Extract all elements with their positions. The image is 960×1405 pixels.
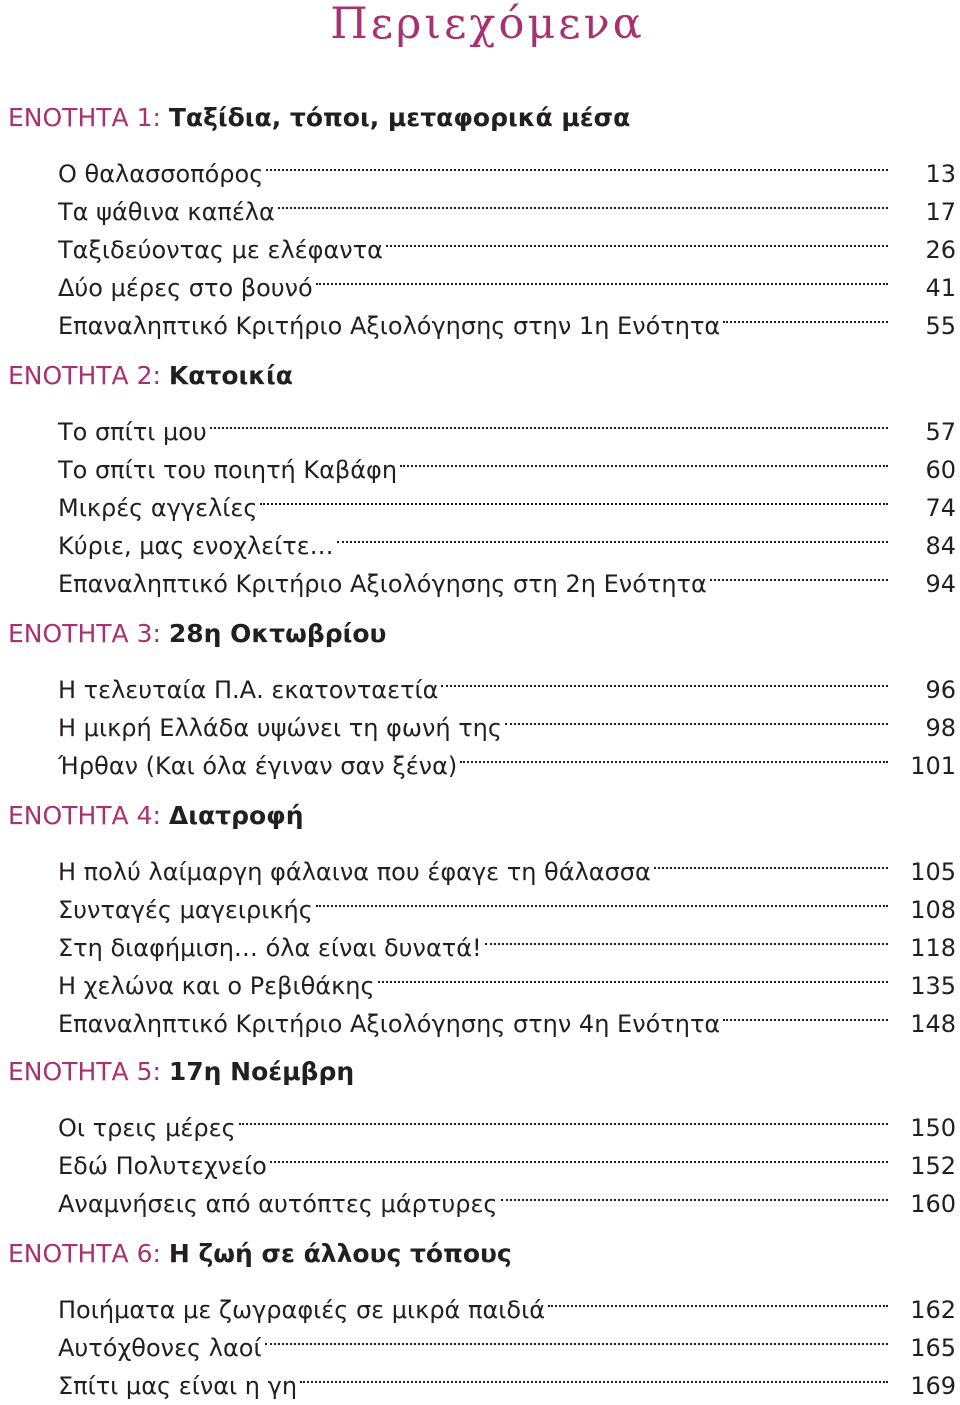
entry-title: Αυτόχθονες λαοί: [58, 1329, 265, 1367]
entry-title: Οι τρεις μέρες: [58, 1109, 239, 1147]
page-number: 169: [910, 1372, 956, 1400]
dot-leader: [316, 258, 888, 296]
page-number: 98: [925, 714, 956, 742]
entry-title: Εδώ Πολυτεχνείο: [58, 1147, 270, 1185]
entry-title: Η πολύ λαίμαργη φάλαινα που έφαγε τη θάλασσα: [58, 853, 654, 891]
section-4: [8, 797, 956, 1038]
toc-entry[interactable]: [58, 402, 956, 446]
dot-leader: [270, 1136, 888, 1174]
toc-entry[interactable]: [58, 554, 956, 598]
page-number: 162: [910, 1296, 956, 1324]
section-heading: [8, 1235, 956, 1273]
entry-title: Κύριε, μας ενοχλείτε…: [58, 527, 337, 565]
section-name: Ταξίδια, τόποι, μεταφορικά μέσα: [168, 103, 631, 132]
dot-leader: [239, 1098, 888, 1136]
page-number: 55: [925, 312, 956, 340]
toc-entry[interactable]: [58, 880, 956, 924]
section-5: [8, 1053, 956, 1218]
page-number: 60: [925, 456, 956, 484]
page-number: 17: [925, 198, 956, 226]
section-1: [8, 99, 956, 340]
dot-leader: [400, 440, 888, 478]
dot-leader: [278, 182, 888, 220]
page-number: 74: [925, 494, 956, 522]
entry-title: Δύο μέρες στο βουνό: [58, 269, 316, 307]
section-prefix: ΕΝΟΤΗΤΑ 3:: [8, 619, 161, 648]
page-number: 160: [910, 1190, 956, 1218]
page-number: 13: [925, 160, 956, 188]
toc-entry[interactable]: [58, 956, 956, 1000]
entry-title: Η τελευταία Π.Α. εκατονταετία: [58, 671, 441, 709]
entry-title: Το σπίτι του ποιητή Καβάφη: [58, 451, 400, 489]
toc-entry[interactable]: [58, 440, 956, 484]
toc-entry[interactable]: [58, 1098, 956, 1142]
page-number: 148: [910, 1010, 956, 1038]
dot-leader: [548, 1280, 888, 1318]
dot-leader: [723, 994, 888, 1032]
entry-title: Ταξιδεύοντας με ελέφαντα: [58, 231, 386, 269]
page-number: 41: [925, 274, 956, 302]
toc-entry[interactable]: [58, 1136, 956, 1180]
page-number: 57: [925, 418, 956, 446]
section-heading: [8, 357, 956, 395]
dot-leader: [460, 736, 888, 774]
section-3: [8, 615, 956, 780]
page-number: 84: [925, 532, 956, 560]
entry-title: Στη διαφήμιση… όλα είναι δυνατά!: [58, 929, 485, 967]
toc-entry[interactable]: [58, 994, 956, 1038]
section-2: [8, 357, 956, 598]
entry-title: Μικρές αγγελίες: [58, 489, 260, 527]
entry-title: Ποιήματα με ζωγραφιές σε μικρά παιδιά: [58, 1291, 548, 1329]
section-prefix: ΕΝΟΤΗΤΑ 1:: [8, 103, 161, 132]
section-name: 28η Οκτωβρίου: [168, 619, 387, 648]
dot-leader: [265, 1318, 888, 1356]
toc-entry[interactable]: [58, 1280, 956, 1324]
dot-leader: [710, 554, 888, 592]
entry-title: Επαναληπτικό Κριτήριο Αξιολόγησης στην 4η Ενότητα: [58, 1005, 723, 1043]
entry-title: Ήρθαν (Και όλα έγιναν σαν ξένα): [58, 747, 460, 785]
section-heading: [8, 99, 956, 137]
entry-title: Συνταγές μαγειρικής: [58, 891, 316, 929]
section-name: 17η Νοέμβρη: [168, 1057, 355, 1086]
section-heading: [8, 615, 956, 653]
dot-leader: [337, 516, 888, 554]
dot-leader: [300, 1356, 888, 1394]
toc-entry[interactable]: [58, 144, 956, 188]
dot-leader: [210, 402, 888, 440]
section-name: Κατοικία: [168, 361, 293, 390]
toc-entry[interactable]: [58, 296, 956, 340]
toc-entry[interactable]: [58, 736, 956, 780]
page-number: 94: [925, 570, 956, 598]
entry-title: Τα ψάθινα καπέλα: [58, 193, 278, 231]
section-6: [8, 1235, 956, 1400]
section-name: Η ζωή σε άλλους τόπους: [168, 1239, 512, 1268]
page-title: Περιεχόμενα: [330, 0, 645, 49]
section-name: Διατροφή: [168, 801, 304, 830]
toc-entry[interactable]: [58, 698, 956, 742]
page-number: 165: [910, 1334, 956, 1362]
toc-entry[interactable]: [58, 478, 956, 522]
toc-entry[interactable]: [58, 1318, 956, 1362]
dot-leader: [441, 660, 888, 698]
entry-title: Η χελώνα και ο Ρεβιθάκης: [58, 967, 378, 1005]
dot-leader: [654, 842, 888, 880]
section-heading: [8, 797, 956, 835]
section-prefix: ΕΝΟΤΗΤΑ 6:: [8, 1239, 161, 1268]
entry-title: Αναμνήσεις από αυτόπτες μάρτυρες: [58, 1185, 501, 1223]
entry-title: Η μικρή Ελλάδα υψώνει τη φωνή της: [58, 709, 505, 747]
page-number: 96: [925, 676, 956, 704]
page-number: 101: [910, 752, 956, 780]
dot-leader: [266, 144, 888, 182]
page-number: 118: [910, 934, 956, 962]
page-number: 135: [910, 972, 956, 1000]
section-heading: [8, 1053, 956, 1091]
page-number: 150: [910, 1114, 956, 1142]
dot-leader: [316, 880, 888, 918]
entry-title: Σπίτι μας είναι η γη: [58, 1367, 300, 1405]
toc-entry[interactable]: [58, 842, 956, 886]
entry-title: Επαναληπτικό Κριτήριο Αξιολόγησης στην 1η Ενότητα: [58, 307, 723, 345]
page-number: 108: [910, 896, 956, 924]
dot-leader: [485, 918, 888, 956]
toc-entry[interactable]: [58, 660, 956, 704]
section-prefix: ΕΝΟΤΗΤΑ 4:: [8, 801, 161, 830]
dot-leader: [723, 296, 888, 334]
dot-leader: [505, 698, 888, 736]
entry-title: Ο θαλασσοπόρος: [58, 155, 266, 193]
entry-title: Το σπίτι μου: [58, 413, 210, 451]
dot-leader: [260, 478, 888, 516]
toc-entry[interactable]: [58, 1356, 956, 1400]
toc-entry[interactable]: [58, 918, 956, 962]
section-prefix: ΕΝΟΤΗΤΑ 2:: [8, 361, 161, 390]
dot-leader: [501, 1174, 888, 1212]
dot-leader: [378, 956, 888, 994]
page-number: 152: [910, 1152, 956, 1180]
section-prefix: ΕΝΟΤΗΤΑ 5:: [8, 1057, 161, 1086]
dot-leader: [386, 220, 888, 258]
toc-entry[interactable]: [58, 220, 956, 264]
toc-entry[interactable]: [58, 258, 956, 302]
toc-entry[interactable]: [58, 182, 956, 226]
page-number: 26: [925, 236, 956, 264]
toc-entry[interactable]: [58, 516, 956, 560]
entry-title: Επαναληπτικό Κριτήριο Αξιολόγησης στη 2η Ενότητα: [58, 565, 710, 603]
page-number: 105: [910, 858, 956, 886]
toc-entry[interactable]: [58, 1174, 956, 1218]
